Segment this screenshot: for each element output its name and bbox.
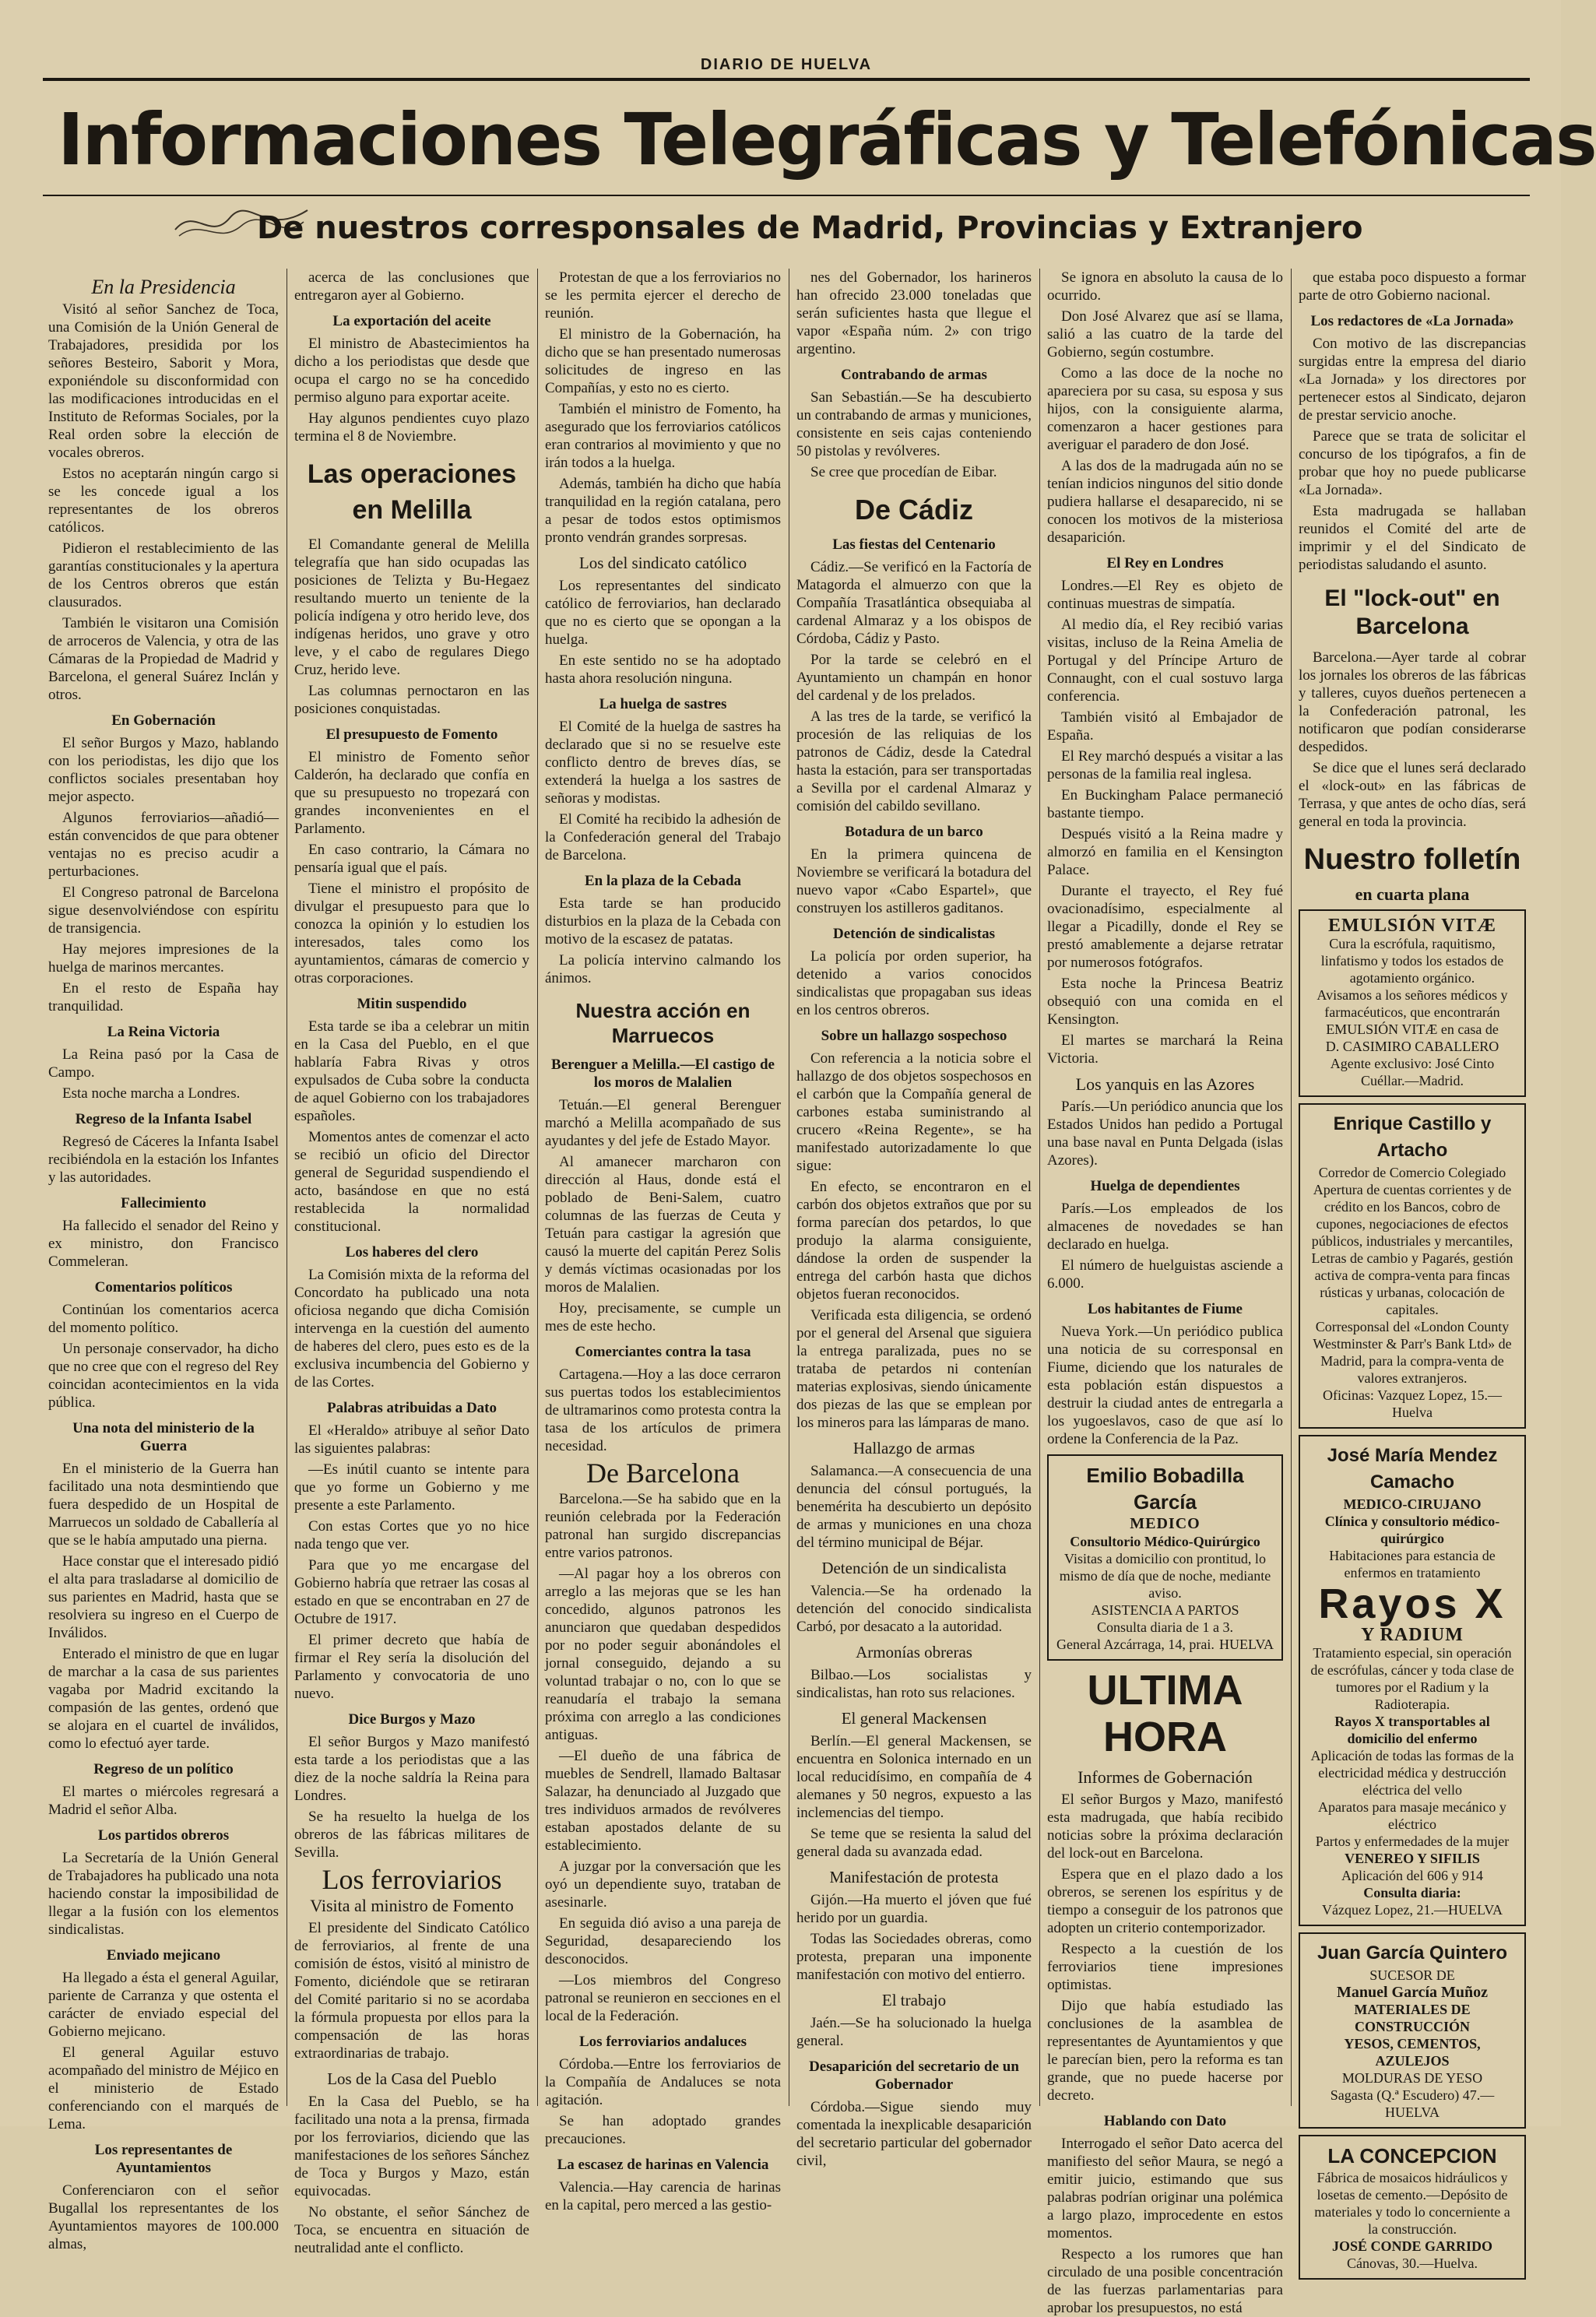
ad-line: Corresponsal del «London County Westminster & Parr's Bank Ltd» de Madrid, para la compra-venta de valores extranjeros. [1313, 1319, 1512, 1386]
headline-rule [43, 195, 1530, 196]
paragraph: Espera que en el plazo dado a los obreros, se serenen los espíritus y de tiempo a conseguir de los patronos que adopten un criterio contemporizador. [1047, 1866, 1283, 1936]
section-heading: La Reina Victoria [107, 1024, 220, 1040]
paragraph: París.—Los empleados de los almacenes de novedades se han declarado en huelga. [1047, 1201, 1283, 1253]
paragraph: que estaba poco dispuesto a formar parte de otro Gobierno nacional. [1299, 269, 1526, 304]
section-heading: Enviado mejicano [106, 1947, 221, 1964]
paragraph: —Es inútil cuanto se intente para que yo forme un Gobierno y me presente a este Parlamento. [294, 1461, 529, 1514]
section-headline: De Barcelona [586, 1457, 740, 1489]
column-1 [48, 269, 279, 2252]
paragraph: El Congreso patronal de Barcelona sigue desenvolviéndose con espíritu de transigencia. [48, 884, 279, 937]
paragraph: En el resto de España hay tranquilidad. [48, 980, 279, 1014]
section-heading: Los redactores de «La Jornada» [1310, 313, 1514, 329]
section-heading: Los del sindicato católico [578, 554, 747, 572]
paragraph: Al amanecer marcharon con dirección al Haus, donde está el poblado de Beni-Salem, cuatro columnas de las fuerzas de Ceuta y Tetuán para castigar la agresión que causó la muerte del capitán Perez Solis y demás víctimas ocasionadas por los moros de Malalien. [545, 1154, 781, 1296]
paragraph: Esta noche marcha a Londres. [62, 1085, 241, 1102]
section-heading: El Rey en Londres [1106, 555, 1224, 571]
ad-title: Corredor de Comercio Colegiado [1318, 1165, 1506, 1180]
paragraph: Gijón.—Ha muerto el jóven que fué herido por un guardia. [796, 1892, 1032, 1926]
ad-line: MATERIALES DE CONSTRUCCIÓN [1354, 2002, 1471, 2034]
paragraph: Esta madrugada se hallaban reunidos el Comité del arte de imprimir y el del Sindicato de periodistas saludando el asunto. [1299, 503, 1526, 573]
paragraph: Verificada esta diligencia, se ordenó por el general del Arsenal que siguiera la entrega paralizada, pues no se trataba de petardos ni contenían materias explosivas, siendo únicamente dos piezas de las que se emplean por los mineros para las lámparas de mano. [796, 1307, 1032, 1431]
paragraph: El ministro de la Gobernación, ha dicho que se han presentado numerosas solicitudes de ingreso en las Compañías, y esto no es cierto. [545, 326, 781, 396]
column-2 [294, 269, 529, 2256]
paragraph: El ministro de Fomento señor Calderón, ha declarado que confía en que su presupuesto no tropezará con grandes inconvenientes en el Parlamento. [294, 749, 529, 837]
ad-address: General Azcárraga, 14, prai. [1056, 1637, 1215, 1652]
paragraph: Salamanca.—A consecuencia de una denuncia del cónsul portugués, la benemérita ha descubierto un depósito de armas y municiones en una choza del término municipal de Béjar. [796, 1463, 1032, 1551]
section-heading: En Gobernación [111, 712, 216, 729]
paragraph: El Comité de la huelga de sastres ha declarado que si no se resuelve este conflicto dentro de breves días, se extenderá la huelga a los sastres de señoras y modistas. [545, 719, 781, 807]
paragraph: En el ministerio de la Guerra han facilitado una nota desmintiendo que fuera despedido de un Hospital de Marruecos un soldado de Caballería al que se le había amputado una pierna. [48, 1461, 279, 1549]
ad-address-row [1056, 1636, 1274, 1653]
section-heading: Botadura de un barco [845, 824, 983, 840]
ad-name: Enrique Castillo y Artacho [1333, 1113, 1492, 1161]
ad-mendez-camacho [1299, 1435, 1526, 1926]
paragraph: Barcelona.—Ayer tarde al cobrar los jornales los obreros de las fábricas y talleres, cuyos dueños pertenecen a la Confederación patronal, les notificaron que podían considerarse despedidos. [1299, 649, 1526, 755]
paragraph: El señor Burgos y Mazo, hablando con los periodistas, les dijo que los conflictos sociales presentaban hoy mejor aspecto. [48, 735, 279, 805]
section-heading: El trabajo [881, 1991, 947, 2009]
ad-emulsion-vitae [1299, 909, 1526, 1097]
section-heading: Manifestación de protesta [829, 1868, 999, 1886]
section-heading: Los habitantes de Fiume [1088, 1301, 1243, 1317]
ad-line: Consultorio Médico-Quirúrgico [1070, 1534, 1260, 1549]
section-heading: Hablando con Dato [1103, 2113, 1227, 2129]
ad-line: Agente exclusivo: José Cinto Cuéllar.—Madrid. [1330, 1056, 1495, 1088]
paragraph: La Comisión mixta de la reforma del Concordato ha publicado una nota oficiosa negando que dicha Comisión intervenga en la cuestión del aumento de haberes del clero, pues esto es de la exclusiva incumbencia del Gobierno y de las Cortes. [294, 1267, 529, 1391]
ad-la-concepcion [1299, 2135, 1526, 2280]
section-heading: Hallazgo de armas [852, 1439, 976, 1457]
paragraph: Cartagena.—Hoy a las doce cerraron sus puertas todos los establecimientos de ultramarinos como protesta contra la tasa de los artículos de primera necesidad. [545, 1366, 781, 1454]
ad-line: Visitas a domicilio con prontitud, lo mismo de día que de noche, mediante aviso. [1059, 1551, 1271, 1601]
paragraph: Continúan los comentarios acerca del momento político. [48, 1302, 279, 1336]
paragraph: En seguida dió aviso a una pareja de Seguridad, desapareciendo los desconocidos. [545, 1915, 781, 1967]
section-heading: Los ferroviarios andaluces [579, 2034, 747, 2050]
section-heading: Informes de Gobernación [1077, 1767, 1253, 1787]
section-heading: El general Mackensen [841, 1709, 987, 1728]
paragraph: La policía por orden superior, ha detenido a varios conocidos sindicalistas que propagaban sus ideas en los centros obreros. [796, 948, 1032, 1018]
ad-line: YESOS, CEMENTOS, AZULEJOS [1344, 2036, 1481, 2069]
section-heading: Armonías obreras [856, 1643, 972, 1661]
paragraph: Barcelona.—Se ha sabido que en la reunión celebrada por la Federación patronal han surgido discrepancias entre varios patronos. [545, 1491, 781, 1561]
paragraph: Pidieron el restablecimiento de las garantías constitucionales y la apertura de los Centros obreros que están clausurados. [48, 540, 279, 610]
paragraph: El señor Burgos y Mazo, manifestó esta madrugada, que había recibido noticias sobre la próxima declaración del lock-out en Barcelona. [1047, 1791, 1283, 1862]
section-headline: Los ferroviarios [322, 1864, 502, 1895]
section-heading: Regreso de un político [93, 1761, 234, 1777]
ad-line: JOSÉ CONDE GARRIDO [1331, 2238, 1493, 2254]
section-subheading: en cuarta plana [1355, 884, 1470, 904]
paragraph: acerca de las conclusiones que entregaron ayer al Gobierno. [294, 269, 529, 304]
paragraph: Ha llegado a ésta el general Aguilar, pariente de Carranza y que ostenta el carácter de enviado especial del Gobierno mejicano. [48, 1970, 279, 2040]
ad-name: Emilio Bobadilla García [1086, 1464, 1244, 1514]
paragraph: Cádiz.—Se verificó en la Factoría de Matagorda el almuerzo con que la Compañía Trasatlántica obsequiaba al cardenal Almaraz y a los obispos de Córdoba, Cádiz y Pasto. [796, 559, 1032, 647]
paragraph: Córdoba.—Entre los ferroviarios de la Compañía de Andaluces se nota agitación. [545, 2056, 781, 2108]
section-heading: Las fiestas del Centenario [832, 536, 996, 553]
section-heading: La escasez de harinas en Valencia [557, 2157, 769, 2173]
paragraph: Bilbao.—Los socialistas y sindicalistas, han roto sus relaciones. [796, 1667, 1032, 1701]
paragraph: Las columnas pernoctaron en las posiciones conquistadas. [294, 683, 529, 717]
ad-radium: Y RADIUM [1361, 1625, 1464, 1645]
ad-castillo-artacho [1299, 1103, 1526, 1429]
paragraph: También visitó al Embajador de España. [1047, 709, 1283, 744]
paragraph: El Comité ha recibido la adhesión de la Confederación general del Trabajo de Barcelona. [545, 811, 781, 863]
section-heading: Desaparición del secretario de un Gobernador [809, 2059, 1019, 2093]
section-heading: En la plaza de la Cebada [584, 873, 742, 889]
paragraph: Hoy, precisamente, se cumple un mes de este hecho. [545, 1300, 781, 1334]
ad-line: ASISTENCIA A PARTOS [1091, 1602, 1239, 1618]
section-headline: Nuestro folletín [1303, 843, 1521, 876]
paragraph: Hay mejores impresiones de la huelga de marinos mercantes. [48, 941, 279, 976]
main-headline: Informaciones Telegráficas y Telefónicas [58, 98, 1596, 181]
paragraph: Dijo que había estudiado las conclusiones de la asamblea de representantes de Ayuntamientos y que le parecían bien, pero la reforma es tan grande, que no puede hacerse por decreto. [1047, 1998, 1283, 2104]
paragraph: San Sebastián.—Se ha descubierto un contrabando de armas y municiones, consistente en seis cajas conteniendo 50 pistolas y revólveres. [796, 389, 1032, 459]
section-heading: Los representantes de Ayuntamientos [94, 2142, 233, 2176]
column-5 [1047, 269, 1283, 2316]
section-heading: Dice Burgos y Mazo [348, 1711, 476, 1728]
paragraph: Con referencia a la noticia sobre el hallazgo de dos objetos sospechosos en el carbón que la Compañía general de carbones estaba suministrando al crucero «Reina Regente», se ha manifestado autorizadamente lo que sigue: [796, 1050, 1032, 1174]
section-heading: Sobre un hallazgo sospechoso [821, 1028, 1007, 1044]
ad-line: Partos y enfermedades de la mujer [1315, 1834, 1510, 1849]
paragraph: Berlín.—El general Mackensen, se encuentra en Solonica internado en un local reducidísimo, en compañía de 4 alemanes y 50 negros, expuesto a las inclemencias del tiempo. [796, 1733, 1032, 1821]
ad-title: MEDICO-CIRUJANO [1343, 1496, 1482, 1512]
paragraph: La Reina pasó por la Casa de Campo. [48, 1046, 279, 1081]
ad-line: Aplicación del 606 y 914 [1341, 1868, 1483, 1883]
paragraph: Los representantes del sindicato católico de ferroviarios, han declarado que no es cierto que se opongan a la huelga. [545, 578, 781, 648]
ad-line: Vázquez Lopez, 21.—HUELVA [1322, 1902, 1503, 1918]
ad-line: Apertura de cuentas corrientes y de crédito en los Bancos, cobro de cupones, negociaciones de efectos públicos, industriales y mercantiles, Letras de cambio y Pagarés, gestión activa de compra-venta para fincas rústicas y urbanas, colocación de capitales. [1311, 1182, 1513, 1317]
paragraph: Esta tarde se han producido disturbios en la plaza de la Cebada con motivo de la escasez de patatas. [545, 895, 781, 948]
paragraph: Esta noche la Princesa Beatriz obsequió con una comida en el Kensington. [1047, 976, 1283, 1028]
paragraph: Regresó de Cáceres la Infanta Isabel recibiéndola en la estación los Infantes y las autoridades. [48, 1134, 279, 1186]
paragraph: Como a las doce de la noche no apareciera por su casa, su esposa y sus hijos, con la consiguiente alarma, comenzaron a hacer gestiones para averiguar el paradero de don José. [1047, 365, 1283, 453]
section-heading: Huelga de dependientes [1090, 1178, 1240, 1194]
paragraph: Todas las Sociedades obreras, como protesta, preparan una imponente manifestación con motivo del entierro. [796, 1931, 1032, 1983]
paragraph: Momentos antes de comenzar el acto se recibió un oficio del Director general de Seguridad suspendiendo el acto, basándose en que no está restablecida la normalidad constitucional. [294, 1129, 529, 1235]
paragraph: El general Aguilar estuvo acompañado del ministro de Méjico en el ministerio de Estado conferenciando con el marqués de Lema. [48, 2045, 279, 2132]
paragraph: —Al pagar hoy a los obreros con arreglo a las mejoras que se les han concedido, algunos patronos les anunciaron que quedaban despedidos por no poder seguir abonándoles el jornal conseguido, dejando a su voluntad trabajar o no, con lo que se reanudaría el trabajo la semana próxima con arreglo a las condiciones antiguas. [545, 1566, 781, 1743]
paragraph: Con estas Cortes que yo no hice nada tengo que ver. [294, 1518, 529, 1552]
paragraph: El martes o miércoles regresará a Madrid el señor Alba. [48, 1784, 279, 1818]
ad-line: SUCESOR DE [1369, 1967, 1455, 1983]
paragraph: Se cree que procedían de Eibar. [810, 464, 997, 480]
paragraph: Después visitó a la Reina madre y almorzó en familia en el Kensington Palace. [1047, 826, 1283, 878]
column-divider [1039, 269, 1040, 2106]
ad-name: Juan García Quintero [1317, 1943, 1508, 1964]
section-headline: De Cádiz [854, 494, 974, 526]
paragraph: Esta tarde se iba a celebrar un mitin en la Casa del Pueblo, en el que hablaría Fabra Rivas y otros expulsados de Cuba sobre la conducta de aquel Gobierno con los trabajadores españoles. [294, 1018, 529, 1124]
paragraph: Respecto a la cuestión de los ferroviarios tiene impresiones optimistas. [1047, 1941, 1283, 1993]
ad-name: José María Mendez Camacho [1327, 1445, 1498, 1493]
paragraph: El Comandante general de Melilla telegrafía que han sido ocupadas las posiciones de Telizta y Bu-Hegaez resultando muerto un teniente de la policía indígena y otro herido leve, dos indígenas heridos, uno grave y otro leve, y el cabo de regulares Diego Cruz, herido leve. [294, 536, 529, 678]
section-heading: Fallecimiento [121, 1195, 206, 1211]
paragraph: El Rey marchó después a visitar a las personas de la familia real inglesa. [1047, 748, 1283, 782]
paragraph: También el ministro de Fomento, ha asegurado que los ferroviarios católicos eran contrarios al movimiento y que no irán todos a la huelga. [545, 401, 781, 471]
paragraph: Para que yo me encargase del Gobierno habría que retraer las cosas al estado en que se encontraban en 27 de Octubre de 1917. [294, 1557, 529, 1627]
column-divider [537, 269, 538, 2106]
paragraph: A juzgar por la conversación que les oyó un dependiente suyo, trataban de asesinarle. [545, 1858, 781, 1911]
paragraph: Se dice que el lunes será declarado el «lock-out» en las fábricas de Terrasa, y que antes de ocho días, será general en toda la provincia. [1299, 760, 1526, 830]
section-heading: Detención de sindicalistas [833, 926, 995, 942]
paragraph: Respecto a los rumores que han circulado de una posible concentración de las fuerzas parlamentarias para aprobar los presupuestos, no está [1047, 2246, 1283, 2316]
paragraph: El número de huelguistas asciende a 6.000. [1047, 1257, 1283, 1292]
paragraph: El «Heraldo» atribuye al señor Dato las siguientes palabras: [294, 1422, 529, 1457]
paragraph: La Secretaría de la Unión General de Trabajadores ha publicado una nota haciendo constar la imposibilidad de llegar a la fusión con los elementos sindicalistas. [48, 1850, 279, 1938]
paragraph: Córdoba.—Sigue siendo muy comentada la inexplicable desaparición del secretario particular del gobernador civil, [796, 2099, 1032, 2169]
paragraph: Nueva York.—Un periódico publica una noticia de su corresponsal en Fiume, diciendo que los naturales de esta población están dispuestos a destruir la ciudad antes de entregarla a los yugoeslavos, caso de que así lo ordene la Conferencia de la Paz. [1047, 1324, 1283, 1447]
ad-line: Consulta diaria de 1 a 3. [1097, 1619, 1233, 1635]
column-divider [1291, 269, 1292, 2106]
paragraph: En la Casa del Pueblo, se ha facilitado una nota a la prensa, firmada por los ferroviarios, diciendo que las manifestaciones de los señores Sánchez de Toca y Burgos y Mazo, están equivocadas. [294, 2094, 529, 2199]
section-heading: Berenguer a Melilla.—El castigo de los moros de Malalien [551, 1057, 775, 1091]
paragraph: El ministro de Abastecimientos ha dicho a los periodistas que desde que ocupa el cargo no se ha concedido permiso alguno para exportar aceite. [294, 336, 529, 406]
paragraph: Ha fallecido el senador del Reino y ex ministro, don Francisco Commeleran. [48, 1218, 279, 1270]
column-6 [1299, 269, 1526, 2271]
section-heading: Los partidos obreros [97, 1827, 230, 1844]
section-heading: Contrabando de armas [841, 367, 987, 383]
ad-line: D. CASIMIRO CABALLERO [1325, 1039, 1499, 1054]
ad-line: VENEREO Y SIFILIS [1345, 1851, 1480, 1866]
ad-line: Sagasta (Q.ª Escudero) 47.—HUELVA [1330, 2087, 1495, 2120]
paragraph: Con motivo de las discrepancias surgidas entre la empresa del diario «La Jornada» y los directores por pertenecer estos al Sindicato, dejaron de prestar servicio anoche. [1299, 336, 1526, 424]
paragraph: El martes se marchará la Reina Victoria. [1047, 1032, 1283, 1067]
paragraph: Tiene el ministro el propósito de divulgar el presupuesto para que lo conozca la opinión y lo estudien los interesados, tales como los ayuntamientos, cámaras de comercio y otras corporaciones. [294, 881, 529, 986]
paragraph: En la primera quincena de Noviembre se verificará la botadura del nuevo vapor «Cabo Espartel», que construyen los astilleros gaditanos. [796, 846, 1032, 916]
paragraph: Durante el trayecto, el Rey fué ovacionadísimo, especialmente al llegar a Picadilly, donde el Rey se prestó amablemente a dejarse retratar por numerosos fotógrafos. [1047, 883, 1283, 971]
paragraph: Jaén.—Se ha solucionado la huelga general. [796, 2015, 1032, 2049]
ad-line: Habitaciones para estancia de enfermos en tratamiento [1329, 1548, 1496, 1580]
ad-name: LA CONCEPCION [1327, 2144, 1497, 2168]
section-heading: Comerciantes contra la tasa [575, 1344, 751, 1360]
paragraph: El presidente del Sindicato Católico de ferroviarios, al frente de una comisión de éstos, visitó al ministro de Fomento, diciéndole que se retiraran del Comité paritario si no se acordaba la fórmula propuesta por ellos para la compensación de las horas extraordinarias de trabajo. [294, 1920, 529, 2062]
paragraph: Hace constar que el interesado pidió el alta para trasladarse al domicilio de sus parientes en Madrid, hasta que se resolviera su ingreso en el Cuerpo de Inválidos. [48, 1553, 279, 1641]
ultima-hora-headline: ULTIMA HORA [1087, 1667, 1243, 1760]
paragraph: Un personaje conservador, ha dicho que no cree que con el regreso del Rey coincidan acontecimientos en la vida pública. [48, 1341, 279, 1411]
paragraph: Se ha resuelto la huelga de los obreros de las fábricas militares de Sevilla. [294, 1809, 529, 1861]
paragraph: En efecto, se encontraron en el carbón dos objetos extraños que por su forma parecían dos petardos, lo que produjo la alarma consiguiente, dándose la orden de suspender la entrega del carbón hasta que dichos objetos fueran reconocidos. [796, 1179, 1032, 1303]
section-heading: Comentarios políticos [94, 1279, 233, 1296]
ad-rayos-x: Rayos X [1318, 1580, 1506, 1627]
section-heading: La huelga de sastres [599, 696, 727, 712]
paragraph: Tetuán.—El general Berenguer marchó a Melilla acompañado de sus ayudantes y del jefe de Estado Mayor. [545, 1097, 781, 1149]
paragraph: En caso contrario, la Cámara no pensaría igual que el país. [294, 842, 529, 876]
paragraph: nes del Gobernador, los harineros han ofrecido 23.000 toneladas que serán suficientes hasta que llegue el vapor «España núm. 2» con trigo argentino. [796, 269, 1032, 357]
paragraph: Valencia.—Se ha ordenado la detención del conocido sindicalista Carbó, por desacato a la autoridad. [796, 1583, 1032, 1635]
ad-title: MEDICO [1130, 1515, 1201, 1532]
paragraph: A las tres de la tarde, se verificó la procesión de las reliquias de los patronos de Cádiz, desde la Catedral hasta la estación, para ser transportadas a Sevilla por el cardenal Almaraz y comisión del cabildo sevillano. [796, 708, 1032, 814]
paragraph: Se ignora en absoluto la causa de lo ocurrido. [1047, 269, 1283, 304]
paragraph: Enterado el ministro de que en lugar de marchar a la casa de sus parientes vagaba por Madrid excitando la compasión de las gentes, ordenó que se alojara en el cuartel de inválidos, como lo efectuó ayer tarde. [48, 1646, 279, 1752]
sub-headline: De nuestros corresponsales de Madrid, Provincias y Extranjero [257, 210, 1363, 246]
paragraph: Estos no aceptarán ningún cargo si se les concede igual a los representantes de los obreros católicos. [48, 466, 279, 536]
paragraph: En este sentido no se ha adoptado hasta ahora resolución ninguna. [545, 652, 781, 687]
ad-line: Avisamos a los señores médicos y farmacéuticos, que encontrarán EMULSIÓN VITÆ en casa de [1317, 987, 1508, 1037]
section-headline: Las operaciones en Melilla [307, 459, 517, 525]
ad-line: MOLDURAS DE YESO [1341, 2070, 1483, 2086]
section-heading: La exportación del aceite [332, 313, 491, 329]
paragraph: Además, también ha dicho que había tranquilidad en la región catalana, pero a pesar de todos estos optimismos pronto vendrán grandes sorpresas. [545, 476, 781, 546]
section-heading: Mitin suspendido [357, 996, 467, 1012]
paragraph: Hay algunos pendientes cuyo plazo termina el 8 de Noviembre. [294, 410, 529, 445]
paragraph: Por la tarde se celebró en el Ayuntamiento un champán en honor del cardenal y de los prelados. [796, 652, 1032, 704]
paragraph: Londres.—El Rey es objeto de continuas muestras de simpatía. [1047, 578, 1283, 612]
paragraph: Visitó al señor Sanchez de Toca, una Comisión de la Unión General de Trabajadores, presidida por los señores Besteiro, Saborit y Mora, exponiéndole su disconformidad con las modificaciones introducidas en el Instituto de Reformas Sociales, por la Real orden sobre la elección de vocales obreros. [48, 301, 279, 461]
paragraph: Don José Alvarez que así se llama, salió a las cuatro de la tarde del Gobierno, según costumbre. [1047, 308, 1283, 360]
paragraph: Algunos ferroviarios—añadió—están convencidos de que para obtener ventajas no es preciso acudir a perturbaciones. [48, 810, 279, 880]
ad-line: Manuel García Muñoz [1336, 1984, 1489, 2001]
ad-title: EMULSIÓN VITÆ [1328, 916, 1496, 936]
paragraph: Valencia.—Hay carencia de harinas en la capital, pero merced a las gestio- [545, 2179, 781, 2213]
ad-line: Oficinas: Vazquez Lopez, 15.—Huelva [1322, 1387, 1503, 1420]
paragraph: Se han adoptado grandes precauciones. [545, 2113, 781, 2147]
paragraph: También le visitaron una Comisión de arroceros de Valencia, y otra de las Cámaras de la Propiedad de Madrid y Barcelona, el general Suárez Inclán y otros. [48, 615, 279, 703]
ad-line: Cánovas, 30.—Huelva. [1347, 2255, 1478, 2271]
top-rule [43, 78, 1530, 81]
paragraph: No obstante, el señor Sánchez de Toca, se encuentra en situación de neutralidad ante el conflicto. [294, 2204, 529, 2256]
paragraph: La policía intervino calmando los ánimos. [545, 952, 781, 986]
section-heading: Palabras atribuidas a Dato [327, 1400, 497, 1416]
section-heading: Detención de un sindicalista [821, 1559, 1007, 1577]
section-heading: En la Presidencia [91, 276, 236, 298]
paragraph: Interrogado el señor Dato acerca del manifiesto del señor Maura, se negó a emitir juicio, estimando que sus palabras podrían originar una polémica a largo plazo, improcedente en estos momentos. [1047, 2136, 1283, 2241]
paragraph: Protestan de que a los ferroviarios no se les permita ejercer el derecho de reunión. [545, 269, 781, 322]
section-heading: Visita al ministro de Fomento [310, 1896, 514, 1915]
section-headline: Nuestra acción en Marruecos [575, 999, 751, 1047]
paragraph: Al medio día, el Rey recibió varias visitas, incluso de la Reina Amelia de Portugal y del Príncipe Arturo de Connaught, con el cual sostuvo larga conferencia. [1047, 617, 1283, 705]
paragraph: El primer decreto que había de firmar el Rey sería la disolución del Parlamento y convocatoria de uno nuevo. [294, 1632, 529, 1702]
paragraph: —El dueño de una fábrica de muebles de Sendrell, llamado Baltasar Salazar, ha denunciado al Juzgado que tres individuos armados de revólveres estaban apostados delante de su establecimiento. [545, 1748, 781, 1854]
section-heading: Una nota del ministerio de la Guerra [72, 1420, 255, 1454]
paragraph: El señor Burgos y Mazo manifestó esta tarde a los periodistas que a las diez de la noche saldría la Reina para Londres. [294, 1734, 529, 1804]
column-3 [545, 269, 781, 2213]
ad-line: Consulta diaria: [1363, 1885, 1461, 1900]
ad-line: Tratamiento especial, sin operación de escrófulas, cáncer y toda clase de tumores por el Radium y la Radioterapia. [1310, 1645, 1514, 1712]
ad-line: Fábrica de mosaicos hidráulicos y losetas de cemento.—Depósito de materiales y todo lo concerniente a la construcción. [1314, 2170, 1510, 2237]
paragraph: A las dos de la madrugada aún no se tenían indicios ningunos del sitio donde pudiera hallarse el desaparecido, ni se conocen los motivos de la misteriosa desaparición. [1047, 458, 1283, 546]
ad-line: Clínica y consultorio médico-quirúrgico [1324, 1514, 1500, 1546]
section-heading: Los yanquis en las Azores [1075, 1074, 1255, 1094]
ad-city: HUELVA [1218, 1637, 1274, 1652]
paragraph: En Buckingham Palace permaneció bastante tiempo. [1047, 787, 1283, 821]
ad-line: Aparatos para masaje mecánico y eléctrico [1318, 1799, 1506, 1832]
masthead: DIARIO DE HUELVA [700, 56, 873, 73]
paragraph: —Los miembros del Congreso patronal se reunieron en secciones en el local de la Federación. [545, 1972, 781, 2024]
paragraph: Conferenciaron con el señor Bugallal los representantes de los Ayuntamientos mayores de 100.000 almas, [48, 2182, 279, 2252]
section-heading: Los de la Casa del Pueblo [327, 2069, 497, 2088]
section-heading: Los haberes del clero [345, 1244, 479, 1260]
section-headline: El "lock-out" en Barcelona [1324, 585, 1500, 639]
ad-line: Rayos X transportables al domicilio del enfermo [1334, 1714, 1490, 1746]
paragraph: Se teme que se resienta la salud del general dada su avanzada edad. [796, 1826, 1032, 1860]
ad-bobadilla [1047, 1454, 1283, 1661]
ad-line: Aplicación de todas las formas de la electricidad médica y destrucción eléctrica del vello [1310, 1748, 1514, 1798]
paragraph: París.—Un periódico anuncia que los Estados Unidos han pedido a Portugal una base naval en Punta Delgada (islas Azores). [1047, 1099, 1283, 1169]
section-heading: El presupuesto de Fomento [325, 726, 498, 743]
ad-garcia-quintero [1299, 1932, 1526, 2129]
section-heading: Regreso de la Infanta Isabel [75, 1111, 252, 1127]
paragraph: Parece que se trata de solicitar el concurso de los tipógrafos, a fin de probar que hoy no puede publicarse «La Jornada». [1299, 428, 1526, 498]
ad-line: Cura la escrófula, raquitismo, linfatismo y todos los estados de agotamiento orgánico. [1320, 936, 1504, 986]
column-4 [796, 269, 1032, 2169]
